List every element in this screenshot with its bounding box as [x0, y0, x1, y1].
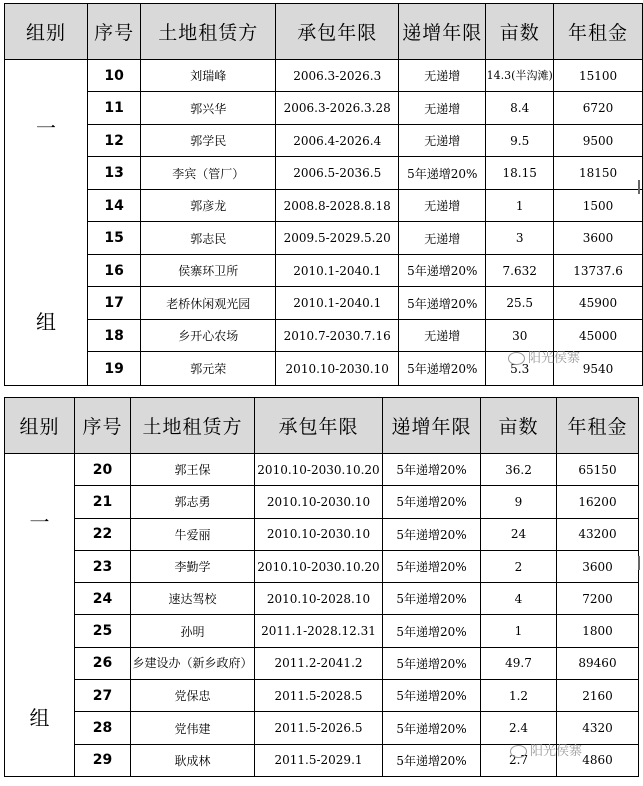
term-cell: 2010.10-2028.10 [255, 583, 383, 615]
table-row [5, 189, 643, 221]
term-cell: 2011.5-2026.5 [255, 712, 383, 744]
mu-cell: 30 [486, 319, 554, 351]
seq-cell: 15 [87, 222, 140, 254]
increase-cell: 无递增 [399, 92, 486, 124]
term-cell: 2009.5-2029.5.20 [276, 222, 399, 254]
rent-cell: 7200 [557, 583, 639, 615]
term-cell: 2008.8-2028.8.18 [276, 189, 399, 221]
rent-cell: 6720 [554, 92, 643, 124]
lessee-cell: 侯寨环卫所 [141, 254, 276, 286]
seq-cell: 18 [87, 319, 140, 351]
seq-cell: 21 [75, 486, 131, 518]
mu-cell: 2.7 [481, 744, 557, 776]
header-lessee: 土地租赁方 [131, 398, 255, 454]
table-row [5, 583, 639, 615]
table-row [5, 254, 643, 286]
table-row [5, 647, 639, 679]
lessee-cell: 党伟建 [131, 712, 255, 744]
term-cell: 2011.2-2041.2 [255, 647, 383, 679]
header-group: 组别 [5, 398, 75, 454]
rent-cell: 4320 [557, 712, 639, 744]
seq-cell: 10 [87, 60, 140, 92]
rent-cell: 43200 [557, 518, 639, 550]
table-row [5, 550, 639, 582]
lessee-cell: 党保忠 [131, 680, 255, 712]
mu-cell: 1 [486, 189, 554, 221]
increase-cell: 5年递增20% [383, 680, 481, 712]
term-cell: 2010.10-2030.10.20 [255, 550, 383, 582]
rent-cell: 4860 [557, 744, 639, 776]
seq-cell: 23 [75, 550, 131, 582]
increase-cell: 5年递增20% [383, 583, 481, 615]
seq-cell: 12 [87, 124, 140, 156]
rent-cell: 18150 [554, 157, 643, 189]
increase-cell: 5年递增20% [383, 550, 481, 582]
header-row [5, 4, 643, 60]
increase-cell: 5年递增20% [383, 486, 481, 518]
seq-cell: 11 [87, 92, 140, 124]
header-increase: 递增年限 [383, 398, 481, 454]
seq-cell: 27 [75, 680, 131, 712]
rent-cell: 89460 [557, 647, 639, 679]
rent-cell: 1500 [554, 189, 643, 221]
increase-cell: 无递增 [399, 222, 486, 254]
header-group: 组别 [5, 4, 88, 60]
mu-cell: 14.3(半沟滩) [486, 60, 554, 92]
term-cell: 2006.4-2026.4 [276, 124, 399, 156]
term-cell: 2006.3-2026.3.28 [276, 92, 399, 124]
term-cell: 2011.5-2029.1 [255, 744, 383, 776]
increase-cell: 无递增 [399, 319, 486, 351]
mu-cell: 5.3 [486, 352, 554, 386]
lessee-cell: 老桥休闲观光园 [141, 287, 276, 319]
group-label-top: 一 [35, 116, 56, 140]
increase-cell: 5年递增20% [383, 744, 481, 776]
header-mu: 亩数 [486, 4, 554, 60]
mu-cell: 8.4 [486, 92, 554, 124]
increase-cell: 5年递增20% [399, 352, 486, 386]
table-row [5, 518, 639, 550]
rent-cell: 9540 [554, 352, 643, 386]
rent-cell: 16200 [557, 486, 639, 518]
seq-cell: 14 [87, 189, 140, 221]
mu-cell: 7.632 [486, 254, 554, 286]
seq-cell: 20 [75, 454, 131, 486]
mu-cell: 4 [481, 583, 557, 615]
table-row [5, 287, 643, 319]
chat-bubble-icon [508, 352, 525, 365]
mu-cell: 9.5 [486, 124, 554, 156]
term-cell: 2010.1-2040.1 [276, 254, 399, 286]
lessee-cell: 耿成林 [131, 744, 255, 776]
rent-cell: 15100 [554, 60, 643, 92]
lessee-cell: 速达驾校 [131, 583, 255, 615]
seq-cell: 22 [75, 518, 131, 550]
rent-cell: 2160 [557, 680, 639, 712]
mu-cell: 36.2 [481, 454, 557, 486]
seq-cell: 13 [87, 157, 140, 189]
lease-table-1 [4, 3, 643, 386]
group-cell [5, 60, 88, 386]
term-cell: 2006.3-2026.3 [276, 60, 399, 92]
watermark: 阳光侯寨 [508, 347, 580, 366]
header-lessee: 土地租赁方 [141, 4, 276, 60]
group-label-bottom: 组 [29, 706, 50, 730]
group-label-bottom: 组 [35, 310, 56, 334]
rent-cell: 3600 [557, 550, 639, 582]
term-cell: 2010.10-2030.10 [276, 352, 399, 386]
group-label-top: 一 [29, 510, 50, 534]
lessee-cell: 郭学民 [141, 124, 276, 156]
mu-cell: 1 [481, 615, 557, 647]
edge-marker [638, 556, 640, 570]
lessee-cell: 乡建设办（新乡政府） [131, 647, 255, 679]
rent-cell: 45000 [554, 319, 643, 351]
increase-cell: 5年递增20% [383, 615, 481, 647]
seq-cell: 26 [75, 647, 131, 679]
lessee-cell: 李宾（管厂） [141, 157, 276, 189]
term-cell: 2010.10-2030.10.20 [255, 454, 383, 486]
increase-cell: 无递增 [399, 124, 486, 156]
increase-cell: 无递增 [399, 189, 486, 221]
rent-cell: 3600 [554, 222, 643, 254]
lessee-cell: 孙明 [131, 615, 255, 647]
mu-cell: 18.15 [486, 157, 554, 189]
header-rent: 年租金 [557, 398, 639, 454]
table-row [5, 124, 643, 156]
increase-cell: 5年递增20% [399, 157, 486, 189]
lessee-cell: 乡开心农场 [141, 319, 276, 351]
rent-cell: 1800 [557, 615, 639, 647]
increase-cell: 无递增 [399, 60, 486, 92]
header-term: 承包年限 [276, 4, 399, 60]
table-row [5, 60, 643, 92]
increase-cell: 5年递增20% [383, 518, 481, 550]
increase-cell: 5年递增20% [383, 647, 481, 679]
lessee-cell: 郭元荣 [141, 352, 276, 386]
term-cell: 2010.7-2030.7.16 [276, 319, 399, 351]
mu-cell: 2 [481, 550, 557, 582]
mu-cell: 3 [486, 222, 554, 254]
lessee-cell: 郭志勇 [131, 486, 255, 518]
increase-cell: 5年递增20% [399, 254, 486, 286]
lessee-cell: 刘瑞峰 [141, 60, 276, 92]
header-rent: 年租金 [554, 4, 643, 60]
seq-cell: 28 [75, 712, 131, 744]
table-row [5, 92, 643, 124]
term-cell: 2010.1-2040.1 [276, 287, 399, 319]
lessee-cell: 郭彦龙 [141, 189, 276, 221]
mu-cell: 9 [481, 486, 557, 518]
rent-cell: 45900 [554, 287, 643, 319]
lessee-cell: 郭王保 [131, 454, 255, 486]
lease-table-2 [4, 397, 639, 777]
term-cell: 2010.10-2030.10 [255, 518, 383, 550]
term-cell: 2006.5-2036.5 [276, 157, 399, 189]
edge-marker [638, 180, 640, 194]
term-cell: 2011.1-2028.12.31 [255, 615, 383, 647]
seq-cell: 16 [87, 254, 140, 286]
seq-cell: 29 [75, 744, 131, 776]
increase-cell: 5年递增20% [383, 454, 481, 486]
table-row [5, 454, 639, 486]
rent-cell: 13737.6 [554, 254, 643, 286]
mu-cell: 24 [481, 518, 557, 550]
lessee-cell: 李勤学 [131, 550, 255, 582]
lessee-cell: 郭兴华 [141, 92, 276, 124]
seq-cell: 17 [87, 287, 140, 319]
mu-cell: 49.7 [481, 647, 557, 679]
mu-cell: 25.5 [486, 287, 554, 319]
increase-cell: 5年递增20% [383, 712, 481, 744]
watermark: 阳光侯寨 [510, 740, 582, 759]
table-row [5, 615, 639, 647]
header-row [5, 398, 639, 454]
seq-cell: 25 [75, 615, 131, 647]
chat-bubble-icon [510, 745, 527, 758]
header-seq: 序号 [87, 4, 140, 60]
mu-cell: 1.2 [481, 680, 557, 712]
rent-cell: 65150 [557, 454, 639, 486]
seq-cell: 19 [87, 352, 140, 386]
header-increase: 递增年限 [399, 4, 486, 60]
header-seq: 序号 [75, 398, 131, 454]
rent-cell: 9500 [554, 124, 643, 156]
mu-cell: 2.4 [481, 712, 557, 744]
table-row [5, 486, 639, 518]
increase-cell: 5年递增20% [399, 287, 486, 319]
lessee-cell: 郭志民 [141, 222, 276, 254]
header-mu: 亩数 [481, 398, 557, 454]
group-cell [5, 454, 75, 777]
term-cell: 2011.5-2028.5 [255, 680, 383, 712]
seq-cell: 24 [75, 583, 131, 615]
lessee-cell: 牛爱丽 [131, 518, 255, 550]
table-row [5, 680, 639, 712]
header-term: 承包年限 [255, 398, 383, 454]
term-cell: 2010.10-2030.10 [255, 486, 383, 518]
table-row [5, 157, 643, 189]
table-row [5, 222, 643, 254]
